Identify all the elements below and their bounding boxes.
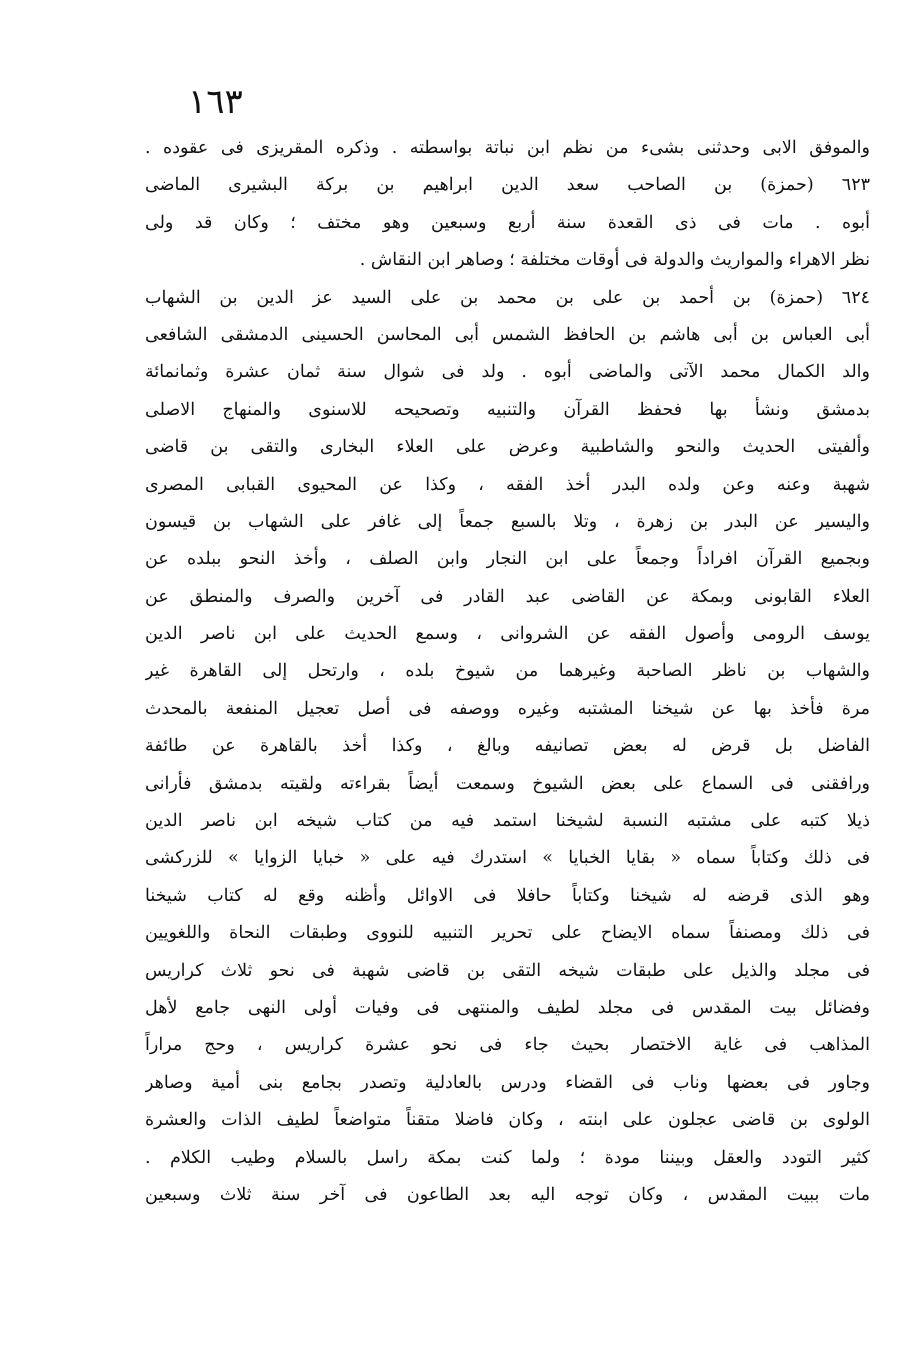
text-line: والموفق الابى وحدثنى بشىء من نظم ابن نباتة بواسطته . وذكره المقريزى فى عقوده .	[145, 138, 870, 158]
entry-624-line: ٦٢٤ (حمزة) بن أحمد بن على بن محمد بن على السيد عز الدين بن الشهاب	[145, 287, 870, 308]
text-line: ذيلا كتبه على مشتبه النسبة لشيخنا استمد فيه من كتاب شيخه ابن ناصر الدين	[145, 811, 870, 832]
text-line: أبوه . مات فى ذى القعدة سنة أربع وسبعين وهو مختف ؛ وكان قد ولى	[145, 212, 870, 233]
text-line: أبى العباس بن أبى هاشم بن الحافظ الشمس أبى المحاسن الحسينى الدمشقى الشافعى	[145, 324, 870, 345]
text-line: مرة فأخذ بها عن شيخنا المشتبه وغيره ووصفه فى أصل تعجيل المنفعة بالمحدث	[145, 698, 870, 719]
text-line: والشهاب بن ناظر الصاحبة وغيرهما من شيوخ بلده ، وارتحل إلى القاهرة غير	[145, 661, 870, 682]
text-line: ورافقنى فى السماع على بعض الشيوخ وسمعت أيضاً بقراءته ولقيته بدمشق فأرانى	[145, 773, 870, 794]
text-line: المذاهب فى غاية الاختصار بحيث جاء فى نحو عشرة كراريس ، وحج مراراً	[145, 1035, 870, 1056]
text-line: كثير التودد والعقل وبيننا مودة ؛ ولما كنت بمكة راسل بالسلام وطيب الكلام .	[145, 1147, 870, 1168]
text-line: فى ذلك وكتاباً سماه « بقايا الخبايا » استدرك فيه على « خبايا الزوايا » للزركشى	[145, 848, 870, 869]
text-line: نظر الاهراء والمواريث والدولة فى أوقات مختلفة ؛ وصاهر ابن النقاش .	[359, 250, 870, 271]
page-number: ١٦٣	[188, 82, 243, 122]
text-line: وألفيتى الحديث والنحو والشاطبية وعرض على العلاء البخارى والتقى بن قاضى	[145, 437, 870, 458]
text-line: وهو الذى قرضه له شيخنا وكتاباً حافلا فى الاوائل وأظنه وقع له كتاب شيخنا	[145, 885, 870, 906]
body-text	[145, 130, 870, 1214]
text-line: العلاء القابونى وبمكة عن القاضى عبد القادر فى آخرين والصرف والمنطق عن	[145, 586, 870, 607]
text-line: الولوى بن قاضى عجلون على ابنته ، وكان فاضلا متقناً متواضعاً لطيف الذات والعشرة	[145, 1110, 870, 1131]
text-line: واليسير عن البدر بن زهرة ، وتلا بالسبع جمعاً إلى غافر على الشهاب بن قيسون	[145, 511, 870, 532]
text-line: شهبة وعنه وعن ولده البدر أخذ الفقه ، وكذا عن المحيوى القبابى المصرى	[145, 474, 870, 495]
text-line: فى ذلك ومصنفاً سماه الايضاح على تحرير التنبيه للنووى وطبقات النحاة واللغويين	[145, 923, 870, 944]
text-line: بدمشق ونشأ بها فحفظ القرآن والتنبيه وتصحيحه للاسنوى والمنهاج الاصلى	[145, 399, 870, 420]
text-line: الفاضل بل قرض له بعض تصانيفه وبالغ ، وكذا أخذ بالقاهرة عن طائفة	[145, 736, 870, 757]
text-line: وجاور فى بعضها وناب فى القضاء ودرس بالعادلية وتصدر بجامع بنى أمية وصاهر	[145, 1072, 870, 1093]
text-line: فى مجلد والذيل على طبقات شيخه التقى بن قاضى شهبة فى نحو ثلاث كراريس	[145, 960, 870, 981]
text-line: وفضائل بيت المقدس فى مجلد لطيف والمنتهى فى وفيات أولى النهى جامع لأهل	[145, 997, 870, 1018]
text-line: يوسف الرومى وأصول الفقه عن الشروانى ، وسمع الحديث على ابن ناصر الدين	[145, 624, 870, 645]
text-line: وبجميع القرآن افراداً وجمعاً على ابن النجار وابن الصلف ، وأخذ النحو ببلده عن	[145, 549, 870, 570]
text-line: والد الكمال محمد الآتى والماضى أبوه . ولد فى شوال سنة ثمان عشرة وثمانمائة	[145, 362, 870, 383]
text-line: مات ببيت المقدس ، وكان توجه اليه بعد الطاعون فى آخر سنة ثلاث وسبعين	[145, 1184, 870, 1205]
entry-623-line: ٦٢٣ (حمزة) بن الصاحب سعد الدين ابراهيم بن بركة البشيرى الماضى	[145, 175, 870, 196]
